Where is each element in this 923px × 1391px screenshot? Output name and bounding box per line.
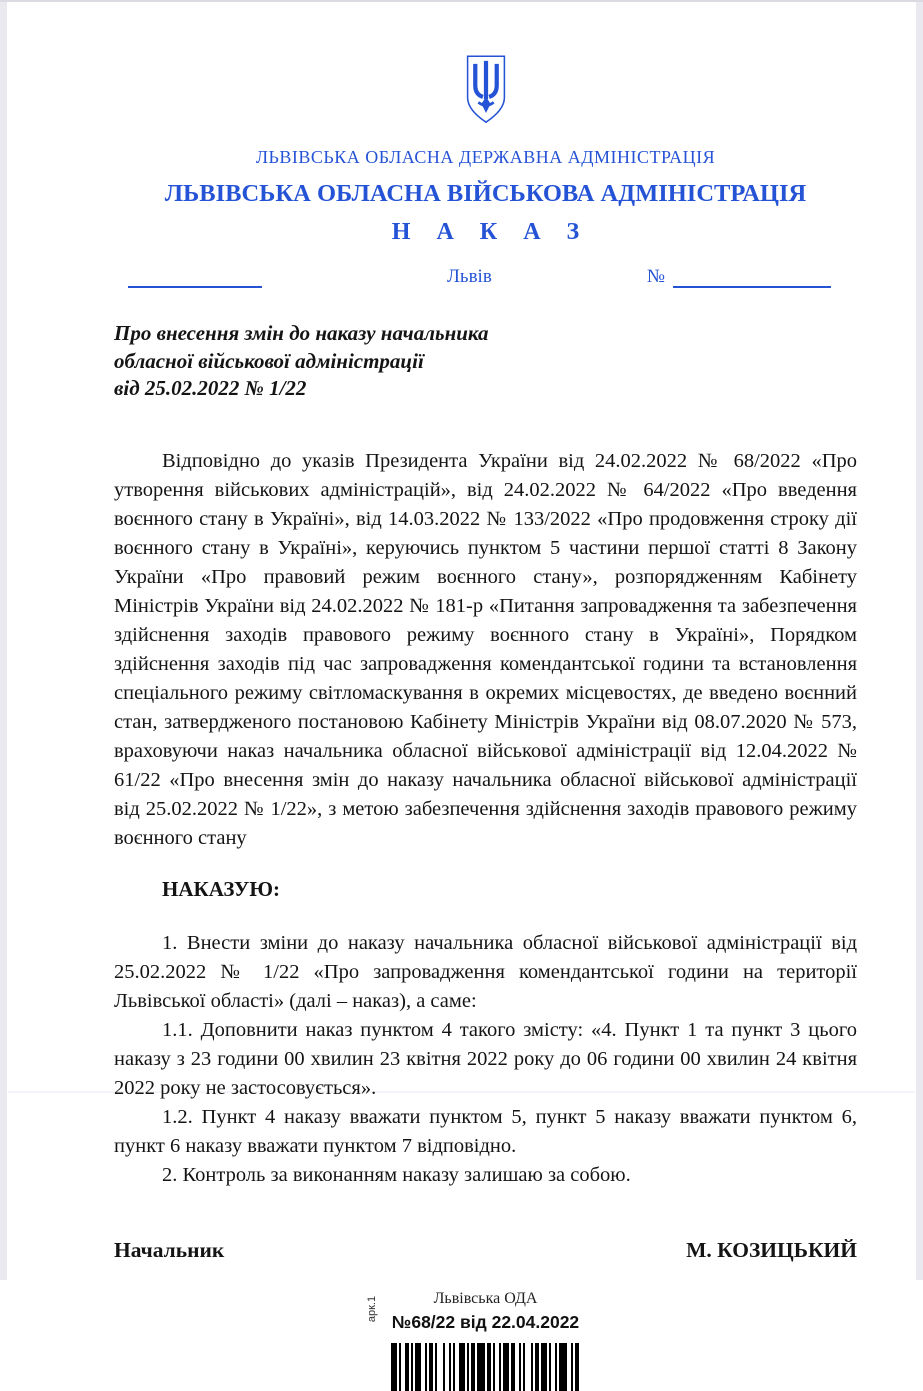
number-group <box>647 266 831 288</box>
page-left-edge <box>0 0 7 1280</box>
preamble-paragraph: Відповідно до указів Президента України від 24.02.2022 № 68/2022 «Про утворення військових адміністрацій», від 24.02.2022 № 64/2022 «Про введення воєнного стану в Україні», від 14.03.2022 № 133/2022 «Про продовження строку дії воєнного стану в Україні», керуючись пунктом 5 частини першої статті 8 Закону України «Про правовий режим воєнного стану», розпорядженням Кабінету Міністрів України від 24.02.2022 № 181-р «Питання запровадження та забезпечення здійснення заходів правового режиму воєнного стану в Україні», Порядком здійснення заходів під час запровадження комендантської години та встановлення спеціального режиму світломаскування в окремих місцевостях, де введено воєнний стан, затвердженого постановою Кабінету Міністрів України від 08.07.2020 № 573, враховуючи наказ начальника обласної військової адміністрації від 12.04.2022 № 61/22 «Про внесення змін до наказу начальника обласної військової адміністрації від 25.02.2022 № 1/22», з метою забезпечення здійснення заходів правового режиму воєнного стану <box>114 449 857 849</box>
dateline <box>114 266 857 288</box>
page-right-edge <box>916 0 923 1280</box>
order-item-1: 1. Внести зміни до наказу начальника обласної військової адміністрації від 25.02.2022 № 1/22 «Про запровадження комендантської години на території Львівської області» (далі – наказ), а саме: <box>114 931 857 1012</box>
order-item-2: 2. Контроль за виконанням наказу залишаю за собою. <box>162 1163 631 1186</box>
registration-stamp <box>365 1289 601 1391</box>
doc-type-title: Н А К А З <box>391 219 590 245</box>
registration-barcode <box>391 1343 581 1391</box>
order-item-1-2: 1.2. Пункт 4 наказу вважати пунктом 5, пункт 5 наказу вважати пунктом 6, пункт 6 наказу вважати пунктом 7 відповідно. <box>114 1105 857 1157</box>
emblem-wrap <box>114 54 857 131</box>
number-label: № <box>646 266 665 287</box>
subject-line-2: обласної військової адміністрації <box>114 348 424 373</box>
stamp-registration-number: №68/22 від 22.04.2022 <box>391 1311 580 1332</box>
city-label: Львів <box>447 266 492 287</box>
signer-position: Начальник <box>114 1237 225 1262</box>
signer-name: М. КОЗИЦЬКИЙ <box>686 1237 857 1262</box>
subject-line-3: від 25.02.2022 № 1/22 <box>114 376 307 400</box>
order-items <box>114 929 857 1190</box>
signature-row <box>114 1238 857 1263</box>
date-blank-line <box>128 266 262 288</box>
ukraine-trident-emblem-icon <box>463 113 509 130</box>
sheet-number-label: арк.1 <box>365 1295 378 1322</box>
document-content <box>114 0 857 1391</box>
order-heading: НАКАЗУЮ: <box>162 876 280 901</box>
org-name-state: ЛЬВІВСЬКА ОБЛАСНА ДЕРЖАВНА АДМІНІСТРАЦІЯ <box>255 147 716 167</box>
subject-block <box>114 320 857 403</box>
subject-line-1: Про внесення змін до наказу начальника <box>114 321 489 345</box>
stamp-org-name: Львівська ОДА <box>433 1289 538 1307</box>
order-item-1-1: 1.1. Доповнити наказ пунктом 4 такого змісту: «4. Пункт 1 та пункт 3 цього наказу з 23 години 00 хвилин 23 квітня 2022 року до 06 години 00 хвилин 24 квітня 2022 року не застосовується». <box>114 1018 857 1099</box>
org-name-military: ЛЬВІВСЬКА ОБЛАСНА ВІЙСЬКОВА АДМІНІСТРАЦІЯ <box>164 180 807 207</box>
number-blank-line <box>673 266 831 288</box>
